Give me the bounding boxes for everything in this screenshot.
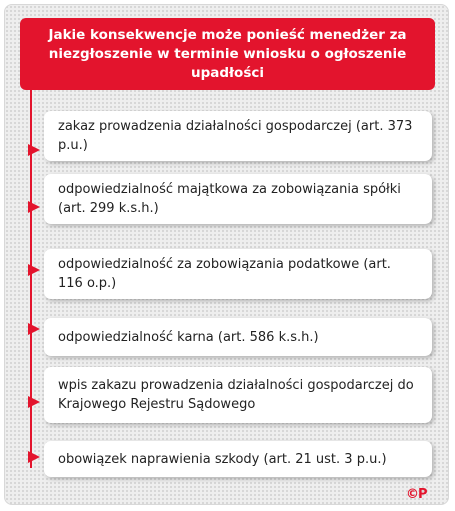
arrow-icon [28,264,40,276]
arrow-icon [28,396,40,408]
arrow-icon [28,201,40,213]
list-item: odpowiedzialność majątkowa za zobowiązania spółki (art. 299 k.s.h.) [44,174,432,224]
list-item: zakaz prowadzenia działalności gospodarczej (art. 373 p.u.) [44,111,432,161]
list-item: wpis zakazu prowadzenia działalności gospodarczej do Krajowego Rejestru Sądowego [44,367,432,423]
list-item: odpowiedzialność za zobowiązania podatkowe (art. 116 o.p.) [44,249,432,299]
arrow-icon [28,144,40,156]
publisher-logo: ©P [406,487,427,502]
arrow-icon [28,451,40,463]
list-item: odpowiedzialność karna (art. 586 k.s.h.) [44,318,432,356]
arrow-icon [28,323,40,335]
list-item: obowiązek naprawienia szkody (art. 21 ust. 3 p.u.) [44,441,432,477]
header-title: Jakie konsekwencje może ponieść menedżer za niezgłoszenie w terminie wniosku o ogłoszenie upadłości [20,18,435,90]
